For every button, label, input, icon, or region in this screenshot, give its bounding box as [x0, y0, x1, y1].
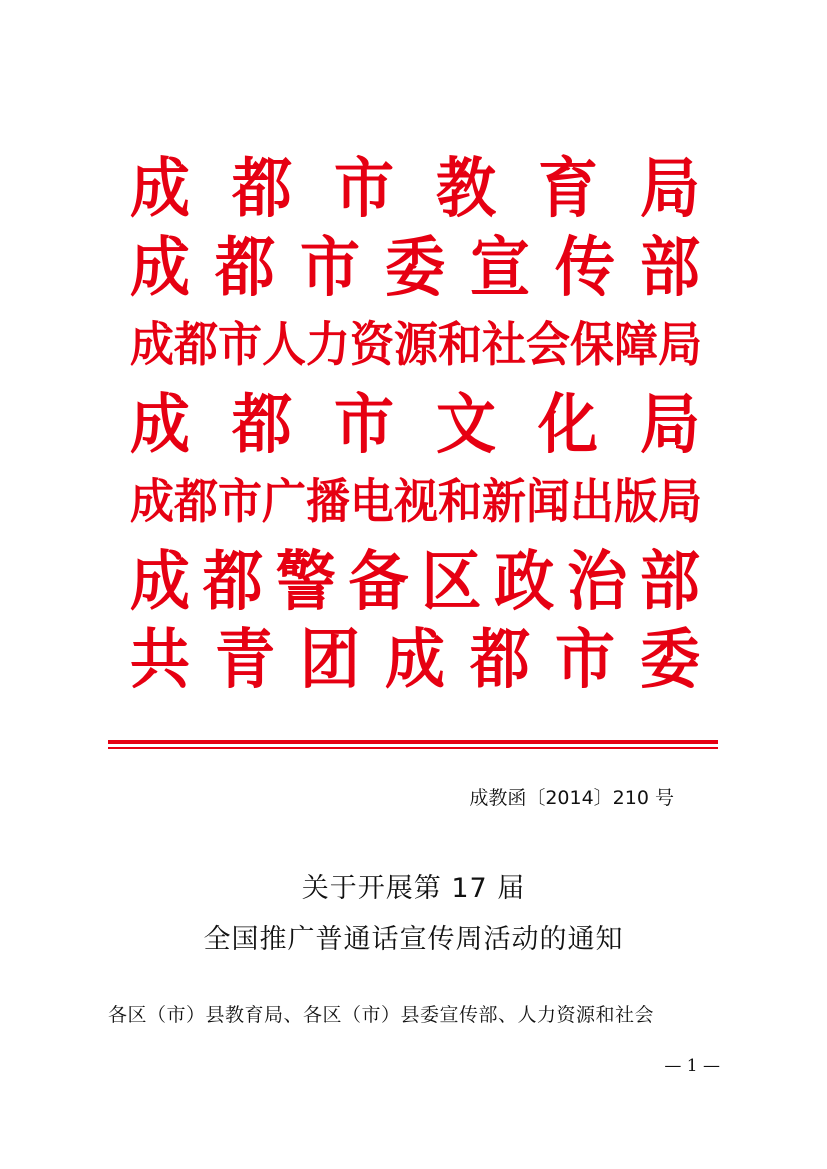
issuer-char: 社 — [482, 318, 526, 374]
issuer-line-4 — [130, 382, 700, 467]
issuer-char: 都 — [232, 386, 292, 463]
issuer-char: 出 — [570, 475, 614, 531]
issuer-char: 广 — [262, 475, 306, 531]
issuer-char: 和 — [438, 318, 482, 374]
issuer-char: 部 — [640, 229, 700, 306]
issuer-char: 成 — [130, 543, 190, 620]
issuer-char: 委 — [640, 622, 700, 699]
issuer-char: 版 — [614, 475, 658, 531]
salutation: 各区（市）县教育局、各区（市）县委宣传部、人力资源和社会 — [108, 1004, 655, 1026]
issuer-char: 都 — [470, 622, 530, 699]
issuer-char: 成 — [130, 151, 190, 228]
issuer-char: 都 — [202, 543, 263, 620]
issuer-char: 源 — [394, 318, 438, 374]
issuer-char: 传 — [555, 229, 615, 306]
document-title-line-1: 关于开展第 17 届 — [301, 873, 526, 904]
issuer-char: 育 — [538, 151, 598, 228]
issuer-char: 局 — [658, 475, 702, 531]
issuing-authorities-header — [130, 150, 700, 700]
issuer-line-2 — [130, 225, 700, 310]
issuer-char: 力 — [306, 318, 350, 374]
issuer-char: 视 — [394, 475, 438, 531]
issuer-char: 闻 — [526, 475, 570, 531]
issuer-char: 成 — [130, 475, 174, 531]
issuer-line-6 — [130, 539, 700, 624]
issuer-char: 市 — [334, 386, 394, 463]
issuer-char: 市 — [300, 229, 360, 306]
issuer-line-3 — [130, 304, 700, 389]
issuer-char: 市 — [218, 318, 262, 374]
issuer-char: 都 — [215, 229, 275, 306]
document-title-line-2: 全国推广普通话宣传周活动的通知 — [203, 924, 624, 955]
issuer-char: 资 — [350, 318, 394, 374]
issuer-char: 备 — [348, 543, 409, 620]
issuer-char: 警 — [275, 543, 336, 620]
issuer-char: 成 — [130, 386, 190, 463]
issuer-char: 会 — [526, 318, 570, 374]
issuer-char: 保 — [570, 318, 614, 374]
page-number: — 1 — — [664, 1056, 720, 1076]
issuer-char: 都 — [174, 475, 218, 531]
issuer-char: 电 — [350, 475, 394, 531]
issuer-char: 部 — [639, 543, 700, 620]
issuer-char: 局 — [658, 318, 702, 374]
issuer-char: 成 — [130, 229, 190, 306]
issuer-char: 成 — [385, 622, 445, 699]
issuer-line-1 — [130, 147, 700, 232]
issuer-char: 人 — [262, 318, 306, 374]
issuer-char: 新 — [482, 475, 526, 531]
issuer-char: 播 — [306, 475, 350, 531]
header-divider-thin — [108, 747, 718, 749]
issuer-char: 局 — [640, 386, 700, 463]
issuer-char: 青 — [215, 622, 275, 699]
issuer-char: 共 — [130, 622, 190, 699]
issuer-char: 市 — [555, 622, 615, 699]
issuer-char: 政 — [494, 543, 555, 620]
issuer-line-7 — [130, 618, 700, 703]
issuer-char: 宣 — [470, 229, 530, 306]
issuer-char: 都 — [174, 318, 218, 374]
issuer-char: 局 — [640, 151, 700, 228]
issuer-char: 教 — [436, 151, 496, 228]
issuer-char: 市 — [334, 151, 394, 228]
issuer-char: 治 — [567, 543, 628, 620]
issuer-char: 市 — [218, 475, 262, 531]
issuer-char: 区 — [421, 543, 482, 620]
document-number: 成教函〔2014〕210 号 — [469, 787, 674, 809]
issuer-line-5 — [130, 461, 700, 546]
header-divider-thick — [108, 740, 718, 744]
issuer-char: 和 — [438, 475, 482, 531]
issuer-char: 成 — [130, 318, 174, 374]
issuer-char: 团 — [300, 622, 360, 699]
issuer-char: 都 — [232, 151, 292, 228]
issuer-char: 文 — [436, 386, 496, 463]
issuer-char: 障 — [614, 318, 658, 374]
issuer-char: 化 — [538, 386, 598, 463]
issuer-char: 委 — [385, 229, 445, 306]
